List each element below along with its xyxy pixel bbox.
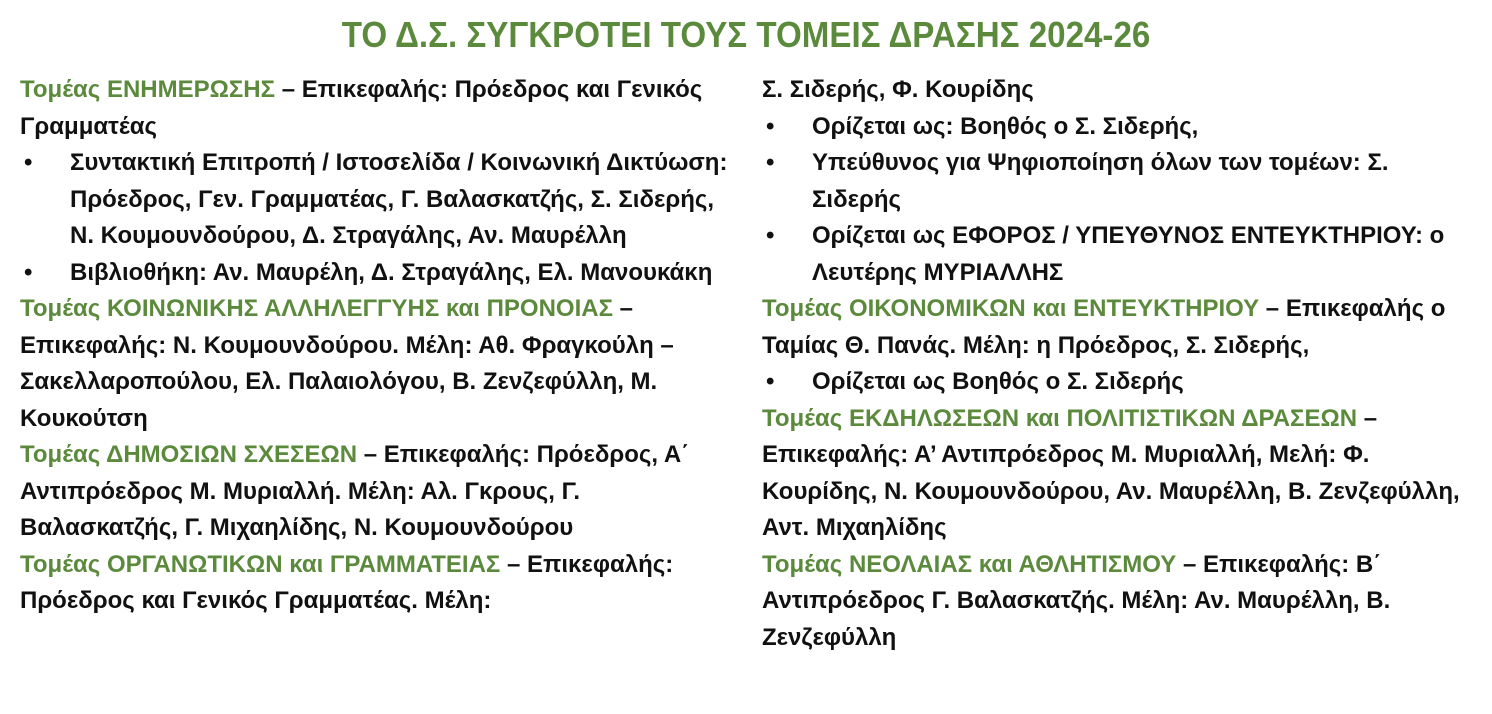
section-heading: Τομέας ΕΚΔΗΛΩΣΕΩΝ και ΠΟΛΙΤΙΣΤΙΚΩΝ ΔΡΑΣΕΩΝ bbox=[762, 404, 1358, 432]
bullet-list bbox=[20, 145, 730, 291]
section-text: – Επικεφαλής: Πρόεδρος, Α΄ Αντιπρόεδρος Μ. Μυριαλλή. Μέλη: Αλ. Γκρους, Γ. Βαλασκατζής, Γ. Μιχαηλίδης, Ν. Κουμουνδούρου bbox=[20, 441, 690, 541]
section-dimosies bbox=[20, 437, 730, 547]
section-allilengyi bbox=[20, 291, 730, 437]
bullet-list bbox=[762, 109, 1477, 292]
bullet-list bbox=[762, 364, 1477, 401]
list-item: • Ορίζεται ως Βοηθός ο Σ. Σιδερής bbox=[762, 364, 1477, 401]
section-oikonomikon bbox=[762, 291, 1477, 364]
section-neolaias bbox=[762, 547, 1477, 657]
list-item: • Βιβλιοθήκη: Αν. Μαυρέλη, Δ. Στραγάλης, Ελ. Μανουκάκη bbox=[20, 255, 730, 292]
section-enimerosi bbox=[20, 72, 730, 145]
section-text: – Επικεφαλής ο Ταμίας Θ. Πανάς. Μέλη: η Πρόεδρος, Σ. Σιδερής, bbox=[762, 295, 1446, 359]
section-text: – Επικεφαλής: Ν. Κουμουνδούρου. Μέλη: Αθ. Φραγκούλη – Σακελλαροπούλου, Ελ. Παλαιολόγου, Β. Ζενζεφύλλη, Μ. Κουκούτση bbox=[20, 295, 674, 432]
section-heading: Τομέας ΟΙΚΟΝΟΜΙΚΩΝ και ΕΝΤΕΥΚΤΗΡΙΟΥ bbox=[762, 295, 1266, 322]
page-title: ΤΟ Δ.Σ. ΣΥΓΚΡΟΤΕΙ ΤΟΥΣ ΤΟΜΕΙΣ ΔΡΑΣΗΣ 2024-26 bbox=[341, 14, 1151, 55]
list-item: • Συντακτική Επιτροπή / Ιστοσελίδα / Κοινωνική Δικτύωση: Πρόεδρος, Γεν. Γραμματέας, Γ. Βαλασκατζής, Σ. Σιδερής, Ν. Κουμουνδούρου, Δ. Στραγάλης, Αν. Μαυρέλλη bbox=[20, 145, 730, 255]
section-text: – Επικεφαλής: Πρόεδρος και Γενικός Γραμματέας bbox=[20, 76, 703, 140]
list-item: • Ορίζεται ως ΕΦΟΡΟΣ / ΥΠΕΥΘΥΝΟΣ ΕΝΤΕΥΚΤΗΡΙΟΥ: ο Λευτέρης ΜΥΡΙΑΛΛΗΣ bbox=[762, 218, 1477, 291]
section-text: – Επικεφαλής: Β΄ Αντιπρόεδρος Γ. Βαλασκατζής. Μέλη: Αν. Μαυρέλλη, Β. Ζενζεφύλλη bbox=[762, 550, 1391, 651]
section-organotikon-continued: Σ. Σιδερής, Φ. Κουρίδης bbox=[762, 76, 1034, 103]
section-text: – Επικεφαλής: Πρόεδρος και Γενικός Γραμματέας. Μέλη: bbox=[20, 550, 674, 614]
list-item: • Υπεύθυνος για Ψηφιοποίηση όλων των τομέων: Σ. Σιδερής bbox=[762, 145, 1477, 218]
section-heading: Τομέας ΝΕΟΛΑΙΑΣ και ΑΘΛΗΤΙΣΜΟΥ bbox=[762, 550, 1183, 578]
right-column bbox=[762, 72, 1477, 656]
section-heading: Τομέας ΕΝΗΜΕΡΩΣΗΣ bbox=[20, 76, 282, 103]
section-heading: Τομέας ΔΗΜΟΣΙΩΝ ΣΧΕΣΕΩΝ bbox=[20, 441, 358, 468]
section-text: – Επικεφαλής: Α’ Αντιπρόεδρος Μ. Μυριαλλή, Μελή: Φ. Κουρίδης, Ν. Κουμουνδούρου, Αν. Μαυρέλλη, Β. Ζενζεφύλλη, Αντ. Μιχαηλίδης bbox=[762, 404, 1460, 541]
list-item: • Ορίζεται ως: Βοηθός ο Σ. Σιδερής, bbox=[762, 109, 1477, 146]
section-ekdiloseon bbox=[762, 401, 1477, 547]
section-heading: Τομέας ΟΡΓΑΝΩΤΙΚΩΝ και ΓΡΑΜΜΑΤΕΙΑΣ bbox=[20, 550, 507, 578]
section-heading: Τομέας ΚΟΙΝΩΝΙΚΗΣ ΑΛΛΗΛΕΓΓΥΗΣ και ΠΡΟΝΟΙΑΣ bbox=[20, 295, 620, 322]
left-column bbox=[20, 72, 730, 620]
section-organotikon bbox=[20, 547, 730, 620]
